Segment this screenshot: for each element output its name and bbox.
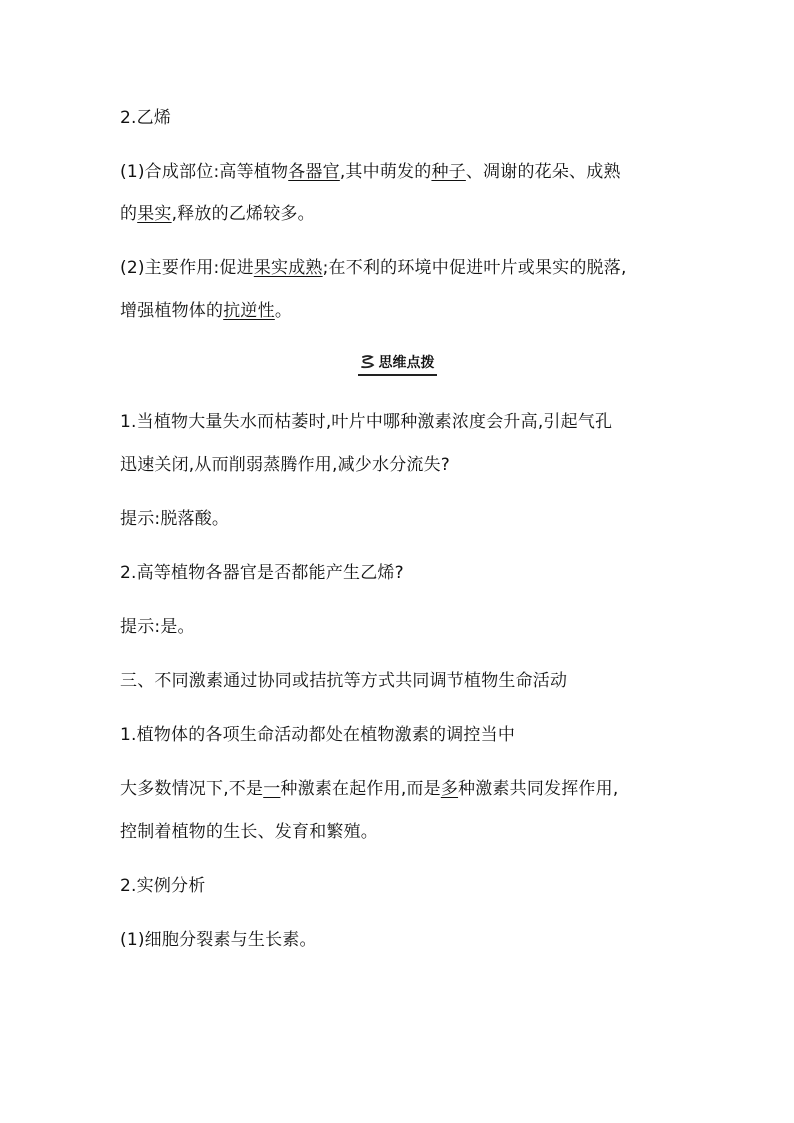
example-1-heading: (1)细胞分裂素与生长素。 — [120, 930, 317, 950]
synthesis-site-line-1 — [120, 159, 621, 185]
text-segment: 种激素共同发挥作用, — [458, 779, 619, 799]
text-segment: 。 — [274, 301, 293, 321]
underlined-answer: 果实 — [137, 204, 172, 224]
thinking-tip-header — [0, 352, 794, 376]
hormone-interaction-line-1 — [120, 776, 618, 802]
text-segment: ;在不利的环境中促进叶片或果实的脱落, — [322, 258, 627, 278]
text-segment: 的 — [120, 204, 138, 224]
text-segment: 种激素在起作用,而是 — [280, 779, 441, 799]
text-segment: (2)主要作用:促进 — [120, 258, 254, 278]
underlined-answer: 多 — [440, 779, 459, 799]
section-3-subheading-1: 1.植物体的各项生命活动都处在植物激素的调控当中 — [120, 725, 516, 745]
question-1-line-2: 迅速关闭,从而削弱蒸腾作用,减少水分流失? — [120, 455, 451, 475]
section-ethylene-title: 2.乙烯 — [120, 108, 172, 128]
text-segment: 大多数情况下,不是 — [120, 779, 264, 799]
underlined-answer: 各器官 — [288, 162, 340, 182]
underlined-answer: 种子 — [431, 162, 466, 182]
text-segment: 增强植物体的 — [120, 301, 224, 321]
underlined-answer: 果实成熟 — [253, 258, 323, 278]
text-segment: ,释放的乙烯较多。 — [171, 204, 315, 224]
text-segment: 、凋谢的花朵、成熟 — [465, 162, 621, 182]
underlined-answer: 一 — [263, 779, 281, 799]
underlined-answer: 抗逆性 — [223, 301, 275, 321]
main-function-line-2 — [120, 298, 292, 324]
text-segment: ,其中萌发的 — [339, 162, 432, 182]
thinking-tip-label: 思维点拨 — [378, 355, 435, 371]
question-1-line-1: 1.当植物大量失水而枯萎时,叶片中哪种激素浓度会升高,引起气孔 — [120, 412, 613, 432]
answer-1: 提示:脱落酸。 — [120, 509, 230, 529]
question-2: 2.高等植物各器官是否都能产生乙烯? — [120, 563, 404, 583]
thinking-tip-badge — [358, 352, 437, 376]
section-3-subheading-2: 2.实例分析 — [120, 876, 206, 896]
thinking-tip-icon — [360, 355, 376, 369]
hormone-interaction-line-2: 控制着植物的生长、发育和繁殖。 — [120, 822, 378, 842]
section-3-heading: 三、不同激素通过协同或拮抗等方式共同调节植物生命活动 — [120, 671, 568, 691]
text-segment: (1)合成部位:高等植物 — [120, 162, 289, 182]
answer-2: 提示:是。 — [120, 617, 195, 637]
synthesis-site-line-2 — [120, 201, 315, 227]
main-function-line-1 — [120, 255, 627, 281]
